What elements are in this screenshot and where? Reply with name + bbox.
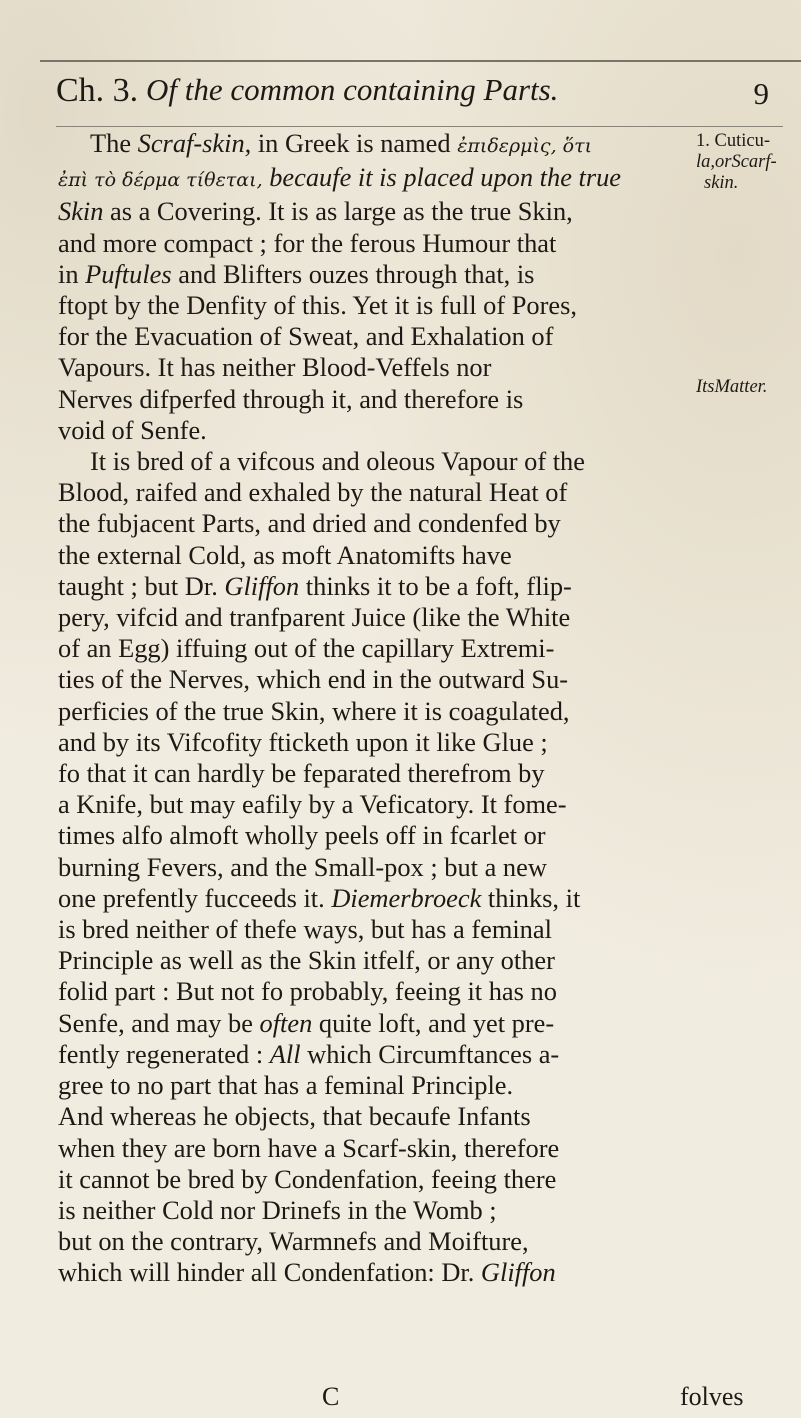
text-line: of an Egg) iffuing out of the capillary Extremi- [58, 633, 555, 664]
text-line: but on the contrary, Warmnefs and Moifture, [58, 1226, 529, 1257]
text-line: the external Cold, as moft Anatomifts have [58, 539, 512, 570]
text-line: a Knife, but may eafily by a Veficatory. It fome- [58, 789, 567, 820]
header-rule [56, 126, 783, 127]
text-line: Principle as well as the Skin itfelf, or any other [58, 945, 555, 976]
text-line: which will hinder all Condenfation: Dr. Gliffon [58, 1257, 556, 1288]
sidenote-its-matter: ItsMatter. [696, 377, 768, 397]
text-line: one prefently fucceeds it. Diemerbroeck thinks, it [58, 882, 581, 913]
running-title: Of the common containing Parts. [146, 72, 559, 107]
page-number: 9 [753, 76, 769, 111]
sidenote-line: la,orScarf- [696, 152, 777, 172]
text-line: is neither Cold nor Drinefs in the Womb ; [58, 1194, 497, 1225]
text-line: and by its Vifcofity fticketh upon it like Glue ; [58, 726, 548, 757]
text-line: folid part : But not fo probably, feeing it has no [58, 976, 557, 1007]
top-rule [40, 60, 801, 62]
text-line: ἐπὶ τὸ δέρμα τίθεται, becaufe it is placed upon the true [58, 162, 622, 193]
text-line: when they are born have a Scarf-skin, therefore [58, 1132, 560, 1163]
text-line: Skin as a Covering. It is as large as the true Skin, [58, 196, 573, 227]
text-line: ties of the Nerves, which end in the outward Su- [58, 664, 569, 695]
catchword: folves [680, 1382, 744, 1411]
text-line: gree to no part that has a feminal Principle. [58, 1070, 514, 1101]
text-line: taught ; but Dr. Gliffon thinks it to be a foft, flip- [58, 570, 572, 601]
text-line: and more compact ; for the ferous Humour that [58, 227, 557, 258]
text-line: ftopt by the Denfity of this. Yet it is full of Pores, [58, 290, 577, 321]
signature-mark: C [322, 1382, 340, 1411]
sidenote-line: skin. [704, 173, 739, 193]
running-header [56, 72, 777, 124]
text-line: the fubjacent Parts, and dried and condenfed by [58, 508, 561, 539]
text-line: in Puftules and Blifters ouzes through that, is [58, 258, 535, 289]
text-line: And whereas he objects, that becaufe Infants [58, 1101, 531, 1132]
text-line: it cannot be bred by Condenfation, feeing there [58, 1163, 557, 1194]
text-line: is bred neither of thefe ways, but has a feminal [58, 914, 552, 945]
text-line: perficies of the true Skin, where it is coagulated, [58, 695, 570, 726]
text-line: times alfo almoft wholly peels off in fcarlet or [58, 820, 546, 851]
text-line: fo that it can hardly be feparated therefrom by [58, 758, 545, 789]
text-line: fently regenerated : All which Circumftances a- [58, 1038, 560, 1069]
text-line: burning Fevers, and the Small-pox ; but a new [58, 851, 547, 882]
text-line: void of Senfe. [58, 414, 207, 445]
text-line: The Scraf-skin, in Greek is named ἐπιδερμὶς, ὅτι [90, 128, 593, 158]
text-line: Blood, raifed and exhaled by the natural Heat of [58, 477, 568, 508]
text-line: for the Evacuation of Sweat, and Exhalation of [58, 321, 554, 352]
sidenote-line: 1. Cuticu- [696, 131, 770, 151]
text-line: pery, vifcid and tranfparent Juice (like the White [58, 602, 571, 633]
text-line: Nerves difperfed through it, and therefore is [58, 383, 524, 414]
text-line: It is bred of a vifcous and oleous Vapour of the [90, 446, 585, 477]
chapter-label: Ch. 3. [56, 72, 139, 109]
body-text [58, 128, 694, 1289]
text-line: Senfe, and may be often quite loft, and yet pre- [58, 1007, 555, 1038]
text-line: Vapours. It has neither Blood-Veffels nor [58, 352, 492, 383]
sidenote-cuticula [696, 131, 777, 194]
